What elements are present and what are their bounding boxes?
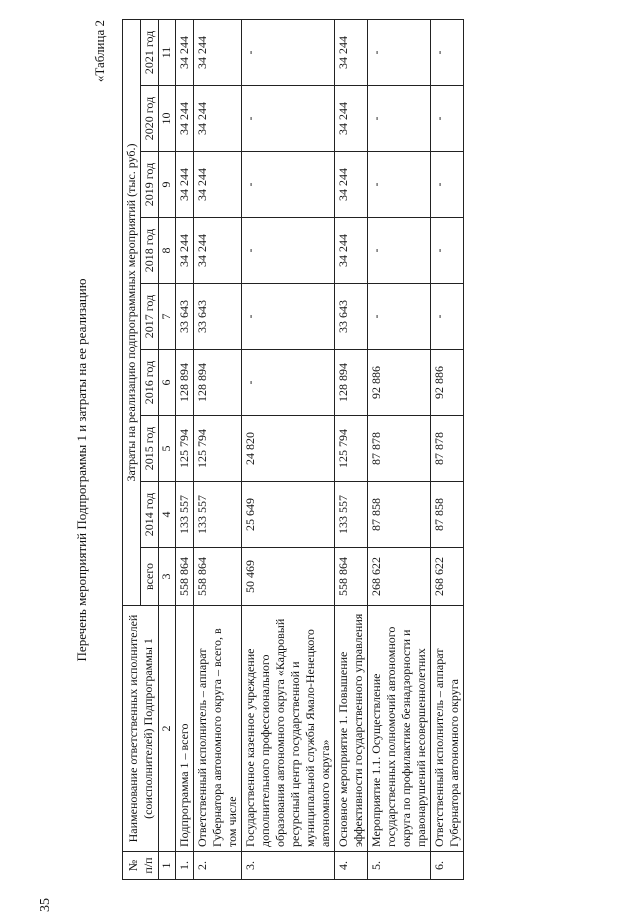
cell-2018: 34 244 [194, 218, 242, 284]
column-index-row [159, 19, 176, 879]
header-name: Наименование ответственных исполнителей (соисполнителей) Подпрограммы 1 [123, 606, 159, 852]
cell-2014: 133 557 [335, 482, 368, 548]
cell-2015: 24 820 [242, 416, 335, 482]
cell-2014: 87 858 [368, 482, 431, 548]
cell-2018: - [368, 218, 431, 284]
column-index: 3 [159, 548, 176, 606]
cell-2017: - [242, 284, 335, 350]
table-row [431, 19, 464, 879]
column-index: 11 [159, 19, 176, 85]
cell-2017: 33 643 [176, 284, 194, 350]
cell-total: 558 864 [335, 548, 368, 606]
row-name: Ответственный исполнитель – аппарат Губернатора автономного округа – всего, в том числе [194, 606, 242, 852]
cell-2020: 34 244 [176, 86, 194, 152]
cell-total: 558 864 [194, 548, 242, 606]
cell-2015: 125 794 [335, 416, 368, 482]
header-year: 2020 год [141, 86, 159, 152]
cell-2021: 34 244 [335, 19, 368, 85]
row-num: 2. [194, 852, 242, 880]
cell-2019: - [242, 152, 335, 218]
column-index: 9 [159, 152, 176, 218]
cell-2017: - [431, 284, 464, 350]
cell-2017: 33 643 [194, 284, 242, 350]
header-total: всего [141, 548, 159, 606]
cell-2017: - [368, 284, 431, 350]
cell-2016: 128 894 [335, 350, 368, 416]
cell-2019: - [368, 152, 431, 218]
cell-2019: 34 244 [194, 152, 242, 218]
cell-2016: 92 886 [368, 350, 431, 416]
column-index: 10 [159, 86, 176, 152]
cell-2015: 125 794 [176, 416, 194, 482]
cell-2016: 128 894 [194, 350, 242, 416]
cell-2018: - [242, 218, 335, 284]
column-index: 8 [159, 218, 176, 284]
cell-2014: 133 557 [194, 482, 242, 548]
cell-total: 558 864 [176, 548, 194, 606]
cell-2020: - [368, 86, 431, 152]
cell-2015: 87 878 [431, 416, 464, 482]
table-row [242, 19, 335, 879]
column-index: 7 [159, 284, 176, 350]
cell-2017: 33 643 [335, 284, 368, 350]
cell-2014: 133 557 [176, 482, 194, 548]
header-year: 2015 год [141, 416, 159, 482]
cell-2014: 87 858 [431, 482, 464, 548]
cell-2021: 34 244 [176, 19, 194, 85]
cell-2021: - [242, 19, 335, 85]
table-row [194, 19, 242, 879]
activities-table [122, 19, 464, 880]
row-num: 1. [176, 852, 194, 880]
column-index: 2 [159, 606, 176, 852]
cell-2020: 34 244 [194, 86, 242, 152]
cell-2018: 34 244 [176, 218, 194, 284]
row-name: Мероприятие 1.1. Осуществление государственных полномочий автономного округа по профилактике безнадзорности и правонарушений несовершеннолетних [368, 606, 431, 852]
header-year: 2018 год [141, 218, 159, 284]
cell-total: 268 622 [368, 548, 431, 606]
column-index: 1 [159, 852, 176, 880]
table-row [176, 19, 194, 879]
cell-total: 268 622 [431, 548, 464, 606]
column-index: 4 [159, 482, 176, 548]
cell-2021: 34 244 [194, 19, 242, 85]
cell-2016: 128 894 [176, 350, 194, 416]
rotated-page-content [62, 0, 637, 880]
cell-total: 50 469 [242, 548, 335, 606]
header-year: 2019 год [141, 152, 159, 218]
cell-2015: 125 794 [194, 416, 242, 482]
table-row [368, 19, 431, 879]
row-name: Основное мероприятие 1. Повышение эффективности государственного управления [335, 606, 368, 852]
cell-2021: - [431, 19, 464, 85]
page-number: 35 [38, 898, 53, 912]
cell-2019: - [431, 152, 464, 218]
cell-2018: - [431, 218, 464, 284]
row-name: Ответственный исполнитель – аппарат Губернатора автономного округа [431, 606, 464, 852]
cell-2020: - [431, 86, 464, 152]
row-num: 6. [431, 852, 464, 880]
cell-2020: - [242, 86, 335, 152]
cell-2021: - [368, 19, 431, 85]
header-num: № п/п [123, 852, 159, 880]
cell-2019: 34 244 [176, 152, 194, 218]
header-year: 2017 год [141, 284, 159, 350]
document-title: Перечень мероприятий Подпрограммы 1 и затраты на ее реализацию [74, 278, 89, 662]
header-costs: Затраты на реализацию подпрограммных мероприятий (тыс. руб.) [123, 19, 141, 605]
cell-2016: 92 886 [431, 350, 464, 416]
row-num: 5. [368, 852, 431, 880]
row-name: Подпрограмма 1 – всего [176, 606, 194, 852]
cell-2020: 34 244 [335, 86, 368, 152]
cell-2014: 25 649 [242, 482, 335, 548]
table-label: «Таблица 2 [92, 20, 107, 83]
header-year: 2021 год [141, 19, 159, 85]
column-index: 6 [159, 350, 176, 416]
header-year: 2016 год [141, 350, 159, 416]
header-year: 2014 год [141, 482, 159, 548]
row-name: Государственное казенное учреждение дополнительного профессионального образования автономного округа «Кадровый ресурсный центр государственной и муниципальной службы Ямало-Ненецкого автономного округа» [242, 606, 335, 852]
row-num: 3. [242, 852, 335, 880]
cell-2019: 34 244 [335, 152, 368, 218]
cell-2016: - [242, 350, 335, 416]
column-index: 5 [159, 416, 176, 482]
cell-2018: 34 244 [335, 218, 368, 284]
row-num: 4. [335, 852, 368, 880]
cell-2015: 87 878 [368, 416, 431, 482]
table-row [335, 19, 368, 879]
